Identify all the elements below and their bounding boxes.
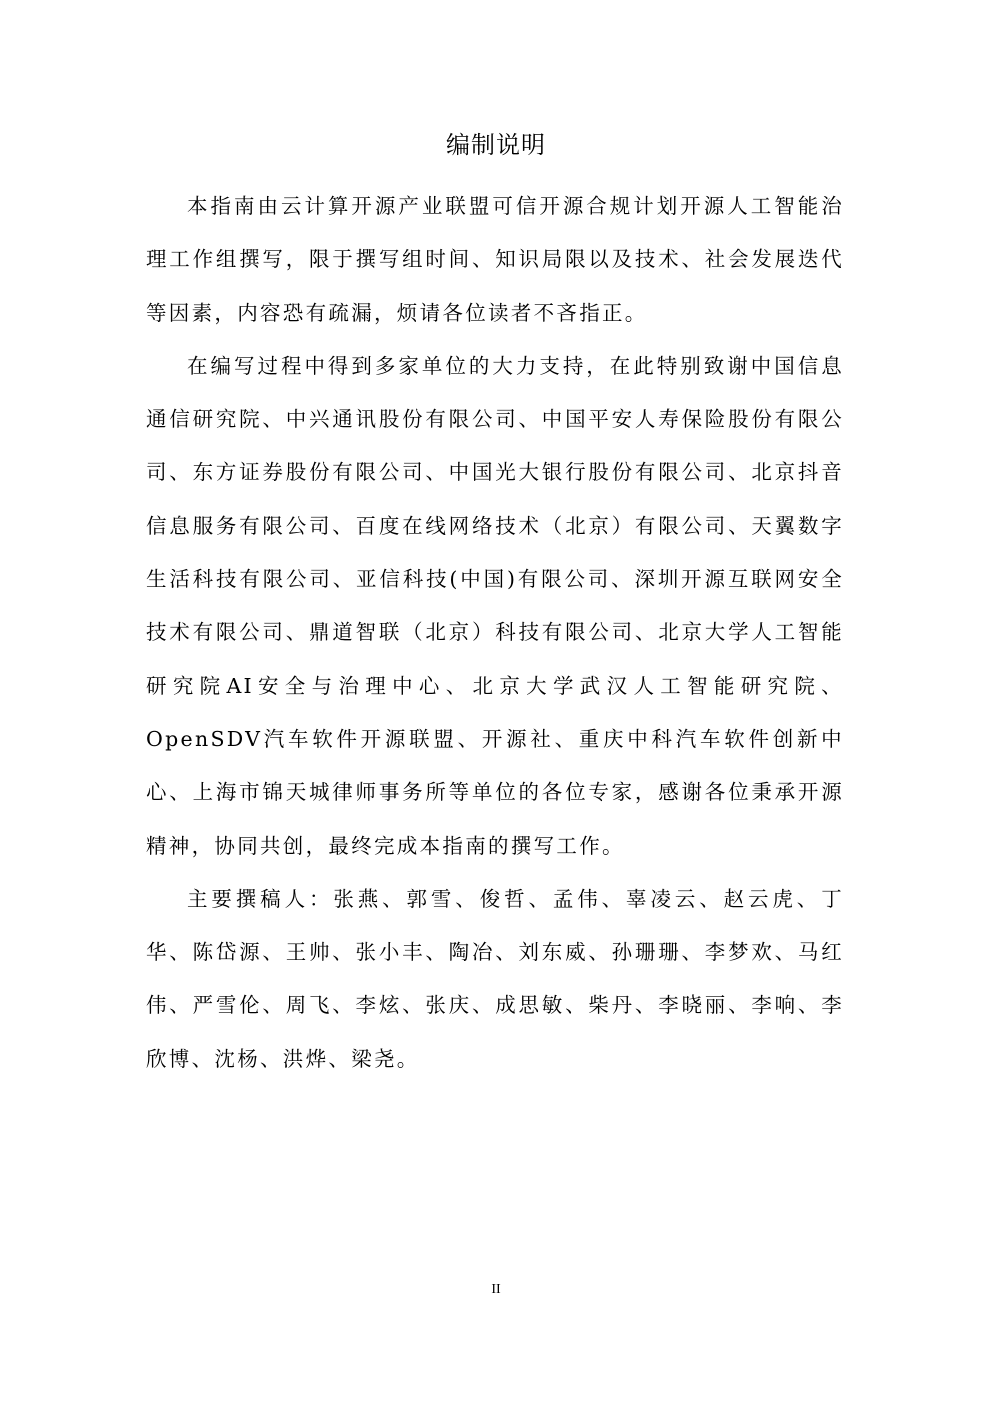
paragraph-authors: 主要撰稿人：张燕、郭雪、俊哲、孟伟、辜凌云、赵云虎、丁华、陈岱源、王帅、张小丰、陶冶、刘东威、孙珊珊、李梦欢、马红伟、严雪伦、周飞、李炫、张庆、成思敏、柴丹、李晓丽、李响、李欣博、沈杨、洪烨、梁尧。	[146, 886, 844, 1071]
paragraph-acknowledgements: 在编写过程中得到多家单位的大力支持，在此特别致谢中国信息通信研究院、中兴通讯股份有限公司、中国平安人寿保险股份有限公司、东方证券股份有限公司、中国光大银行股份有限公司、北京抖音信息服务有限公司、百度在线网络技术（北京）有限公司、天翼数字生活科技有限公司、亚信科技(中国)有限公司、深圳开源互联网安全技术有限公司、鼎道智联（北京）科技有限公司、北京大学人工智能研究院AI安全与治理中心、北京大学武汉人工智能研究院、OpenSDV汽车软件开源联盟、开源社、重庆中科汽车软件创新中心、上海市锦天城律师事务所等单位的各位专家，感谢各位秉承开源精神，协同共创，最终完成本指南的撰写工作。	[146, 353, 844, 858]
page-title: 编制说明	[446, 131, 546, 159]
document-body	[146, 180, 844, 1086]
page-number: II	[491, 1282, 501, 1297]
paragraph-intro: 本指南由云计算开源产业联盟可信开源合规计划开源人工智能治理工作组撰写，限于撰写组时间、知识局限以及技术、社会发展迭代等因素，内容恐有疏漏，烦请各位读者不吝指正。	[146, 194, 844, 325]
